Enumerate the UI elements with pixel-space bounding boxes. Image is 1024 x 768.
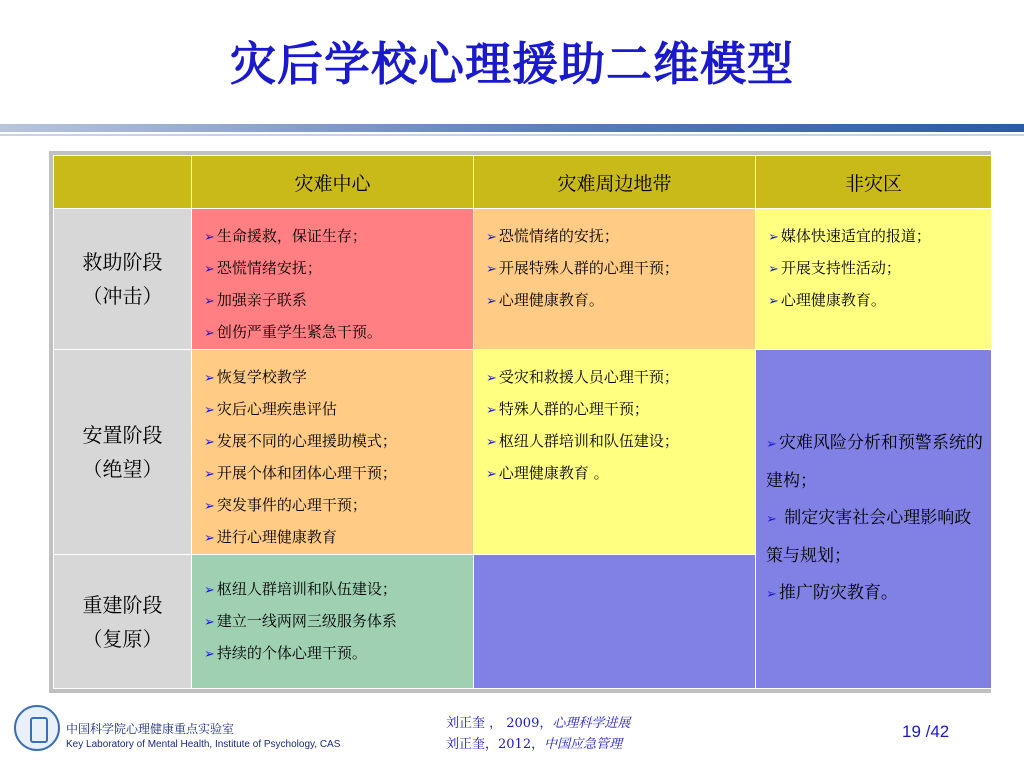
list-item bbox=[204, 426, 465, 458]
arrow-bullet-icon: ➢ bbox=[204, 499, 215, 514]
stage-sub-label: （复原） bbox=[82, 626, 163, 651]
header-disaster-center: 灾难中心 bbox=[192, 156, 474, 209]
arrow-bullet-icon: ➢ bbox=[486, 467, 497, 482]
stage-settlement bbox=[54, 350, 192, 555]
title-divider-thin bbox=[0, 134, 1024, 136]
list-item-text: 开展支持性活动； bbox=[780, 259, 901, 277]
header-periphery: 灾难周边地带 bbox=[474, 156, 756, 209]
stage-sub-label: （冲击） bbox=[82, 284, 163, 308]
list-item-text: 开展特殊人群的心理干预； bbox=[498, 259, 679, 277]
arrow-bullet-icon: ➢ bbox=[486, 435, 497, 450]
list-item bbox=[766, 575, 983, 613]
table-header-row bbox=[54, 156, 992, 209]
table-row-rescue bbox=[54, 209, 992, 350]
reference-journal: 心理科学进展 bbox=[552, 716, 631, 731]
cell-rebuild-periphery bbox=[474, 555, 756, 689]
arrow-bullet-icon: ➢ bbox=[204, 467, 215, 482]
cell-rescue-center bbox=[192, 209, 474, 350]
list-item-text: 开展个体和团体心理干预； bbox=[216, 464, 397, 482]
stage-rebuild bbox=[54, 555, 192, 689]
arrow-bullet-icon: ➢ bbox=[204, 294, 215, 309]
list-item-text: 恐慌情绪安抚； bbox=[216, 259, 322, 277]
arrow-bullet-icon: ➢ bbox=[486, 371, 497, 386]
bullet-list bbox=[192, 350, 473, 554]
reference-2 bbox=[446, 734, 630, 755]
arrow-bullet-icon: ➢ bbox=[766, 512, 777, 527]
stage-label: 安置阶段 bbox=[82, 423, 163, 447]
bullet-list bbox=[756, 425, 991, 613]
list-item bbox=[204, 285, 465, 317]
cell-rebuild-center bbox=[192, 555, 474, 689]
bullet-list bbox=[474, 555, 755, 567]
bullet-list bbox=[474, 350, 755, 490]
stage-label: 重建阶段 bbox=[82, 592, 163, 617]
header-non-disaster: 非灾区 bbox=[756, 156, 992, 209]
arrow-bullet-icon: ➢ bbox=[204, 646, 215, 662]
list-item bbox=[486, 426, 747, 458]
list-item bbox=[766, 500, 983, 575]
list-item-text: 恢复学校教学 bbox=[216, 368, 307, 386]
arrow-bullet-icon: ➢ bbox=[204, 403, 215, 418]
stage-sub-label: （绝望） bbox=[82, 457, 163, 481]
list-item bbox=[204, 362, 465, 394]
reference-journal: 中国应急管理 bbox=[544, 737, 623, 752]
list-item-text: 恐慌情绪的安抚； bbox=[498, 227, 619, 245]
page-title: 灾后学校心理援助二维模型 bbox=[230, 37, 794, 91]
stage-rescue bbox=[54, 209, 192, 350]
bullet-list bbox=[192, 209, 473, 349]
list-item-text: 加强亲子联系 bbox=[216, 291, 307, 309]
list-item-text: 推广防灾教育。 bbox=[778, 583, 898, 603]
list-item bbox=[766, 425, 983, 500]
table-row-settlement bbox=[54, 350, 992, 555]
arrow-bullet-icon: ➢ bbox=[486, 294, 497, 309]
model-table bbox=[53, 155, 992, 689]
arrow-bullet-icon: ➢ bbox=[204, 230, 215, 245]
list-item bbox=[486, 285, 747, 317]
cas-psychology-logo-icon bbox=[14, 705, 60, 751]
arrow-bullet-icon: ➢ bbox=[768, 294, 779, 309]
cell-settlement-center bbox=[192, 350, 474, 555]
list-item-text: 枢纽人群培训和队伍建设； bbox=[498, 432, 679, 450]
list-item bbox=[486, 221, 747, 253]
arrow-bullet-icon: ➢ bbox=[768, 262, 779, 277]
reference-author: 刘正奎 ， 2009， bbox=[446, 716, 553, 731]
list-item bbox=[486, 362, 747, 394]
list-item-text: 进行心理健康教育 bbox=[216, 528, 337, 546]
list-item bbox=[204, 606, 465, 638]
lab-name-cn: 中国科学院心理健康重点实验室 bbox=[66, 722, 235, 736]
cell-rescue-periphery bbox=[474, 209, 756, 350]
list-item-text: 建立一线两网三级服务体系 bbox=[216, 611, 397, 630]
arrow-bullet-icon: ➢ bbox=[486, 262, 497, 277]
list-item bbox=[486, 394, 747, 426]
list-item bbox=[768, 285, 983, 317]
list-item bbox=[204, 394, 465, 426]
list-item-text: 心理健康教育。 bbox=[498, 291, 604, 309]
bullet-list bbox=[756, 209, 991, 317]
list-item bbox=[204, 253, 465, 285]
list-item-text: 创伤严重学生紧急干预。 bbox=[216, 323, 382, 341]
list-item-text: 生命援救，保证生存； bbox=[216, 227, 367, 245]
list-item bbox=[204, 458, 465, 490]
model-table-frame bbox=[49, 151, 991, 693]
arrow-bullet-icon: ➢ bbox=[204, 614, 215, 630]
arrow-bullet-icon: ➢ bbox=[766, 587, 777, 602]
references bbox=[446, 713, 630, 755]
list-item-text: 灾后心理疾患评估 bbox=[216, 400, 337, 418]
list-item-text: 发展不同的心理援助模式； bbox=[216, 432, 397, 450]
arrow-bullet-icon: ➢ bbox=[766, 437, 777, 452]
list-item bbox=[768, 221, 983, 253]
list-item-text: 特殊人群的心理干预； bbox=[498, 400, 649, 418]
list-item-text: 心理健康教育。 bbox=[780, 291, 886, 309]
list-item-text: 制定灾害社会心理影响政策与规划； bbox=[766, 508, 972, 566]
list-item-text: 灾难风险分析和预警系统的建构； bbox=[766, 433, 983, 491]
cell-settlement-periphery bbox=[474, 350, 756, 555]
arrow-bullet-icon: ➢ bbox=[204, 435, 215, 450]
bullet-list bbox=[474, 209, 755, 317]
stage-label: 救助阶段 bbox=[82, 250, 163, 274]
list-item bbox=[204, 574, 465, 606]
list-item-text: 媒体快速适宜的报道； bbox=[780, 227, 931, 245]
header-corner bbox=[54, 156, 192, 209]
arrow-bullet-icon: ➢ bbox=[768, 230, 779, 245]
arrow-bullet-icon: ➢ bbox=[204, 582, 215, 598]
list-item bbox=[768, 253, 983, 285]
arrow-bullet-icon: ➢ bbox=[204, 262, 215, 277]
bullet-list bbox=[192, 574, 473, 670]
list-item bbox=[204, 490, 465, 522]
title-divider bbox=[0, 124, 1024, 132]
list-item-text: 枢纽人群培训和队伍建设； bbox=[216, 579, 397, 598]
arrow-bullet-icon: ➢ bbox=[204, 371, 215, 386]
arrow-bullet-icon: ➢ bbox=[204, 326, 215, 341]
cell-rescue-nondisaster bbox=[756, 209, 992, 350]
cell-nondisaster-merged bbox=[756, 350, 992, 689]
list-item bbox=[204, 317, 465, 349]
reference-1 bbox=[446, 713, 630, 734]
list-item bbox=[204, 522, 465, 554]
list-item bbox=[204, 638, 465, 670]
lab-name-en: Key Laboratory of Mental Health, Institute of Psychology, CAS bbox=[66, 739, 341, 750]
reference-author: 刘正奎，2012， bbox=[446, 737, 545, 752]
arrow-bullet-icon: ➢ bbox=[486, 403, 497, 418]
list-item bbox=[486, 458, 747, 490]
list-item-text: 心理健康教育 。 bbox=[498, 464, 609, 482]
list-item bbox=[204, 221, 465, 253]
list-item bbox=[486, 253, 747, 285]
page-number: 19 /42 bbox=[902, 722, 950, 741]
list-item-text: 受灾和救援人员心理干预； bbox=[498, 368, 679, 386]
list-item-text: 持续的个体心理干预。 bbox=[216, 643, 367, 662]
arrow-bullet-icon: ➢ bbox=[486, 230, 497, 245]
list-item-text: 突发事件的心理干预； bbox=[216, 496, 367, 514]
arrow-bullet-icon: ➢ bbox=[204, 531, 215, 546]
